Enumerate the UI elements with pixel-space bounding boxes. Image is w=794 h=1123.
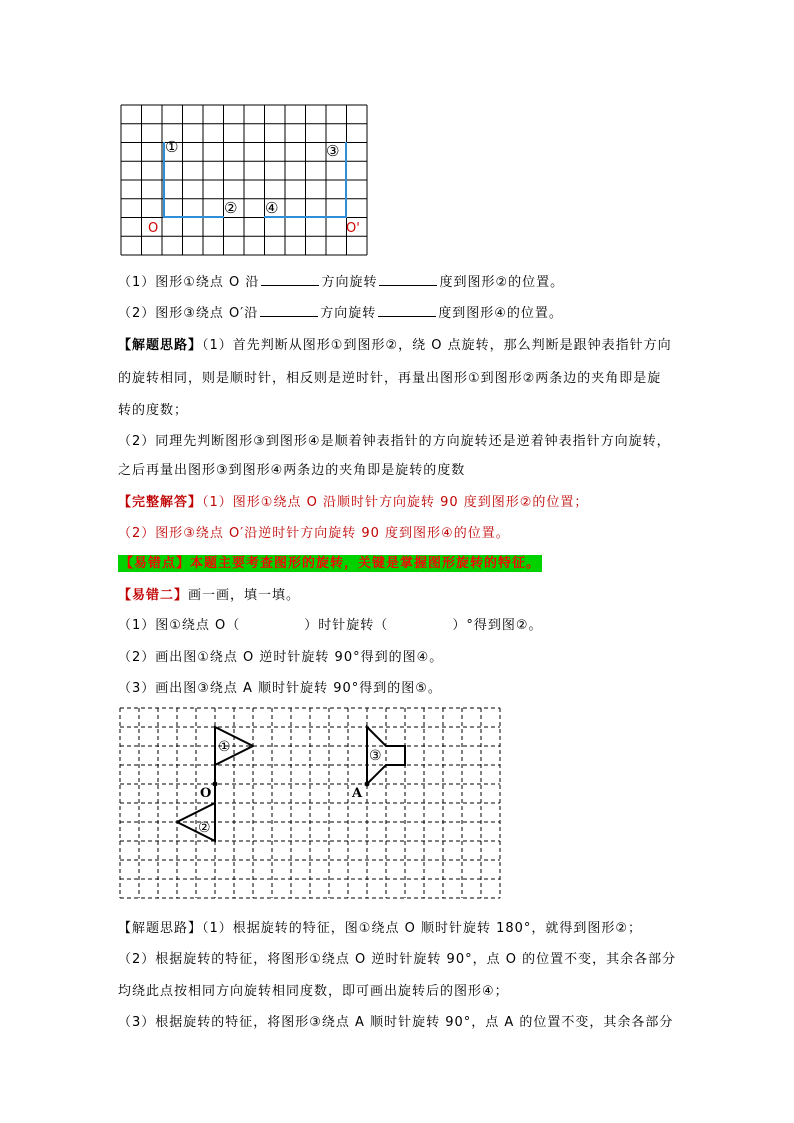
analysis-1-line-2: 的旋转相同，则是顺时针，相反则是逆时针，再量出图形①到图形②两条边的夹角即是旋	[118, 371, 662, 386]
point-a-label: A	[352, 786, 363, 801]
shape-2-label: ②	[198, 820, 211, 836]
analysis-2-line-4: （3）根据旋转的特征，将图形③绕点 A 顺时针旋转 90°，点 A 的位置不变，其余各部分	[118, 1015, 674, 1030]
answer-blank-direction[interactable]	[261, 273, 319, 286]
point-a-dot	[365, 782, 370, 787]
answer-blank-degree-2[interactable]	[378, 304, 436, 317]
problem-2-q2: （2）画出图①绕点 O 逆时针旋转 90°得到的图④。	[118, 650, 444, 665]
analysis-1-line-4: （2）同理先判断图形③到图形④是顺着钟表指针的方向旋转还是逆着钟表指针方向旋转，	[118, 434, 671, 449]
analysis-1-line-1: 【解题思路】（1）首先判断从图形①到图形②，绕 O 点旋转，那么判断是跟钟表指针方向	[118, 338, 672, 353]
point-o-label: O	[148, 221, 159, 236]
problem-2-q3: （3）画出图③绕点 A 顺时针旋转 90°得到的图⑤。	[118, 681, 442, 696]
shape-2-label: ②	[224, 199, 238, 217]
analysis-2-line-1: 【解题思路】（1）根据旋转的特征，图①绕点 O 顺时针旋转 180°，就得到图形②；	[118, 921, 643, 936]
rotation-grid-figure-1	[120, 104, 368, 256]
shape-3-label: ③	[369, 748, 382, 764]
answer-1-line-1: 【完整解答】（1）图形①绕点 O 沿顺时针方向旋转 90 度到图形②的位置；	[118, 495, 589, 510]
analysis-1-line-5: 之后再量出图形③到图形④两条边的夹角即是旋转的度数	[118, 463, 466, 478]
shape-1-label: ①	[218, 739, 231, 755]
problem-2-q1: （1）图①绕点 O（ ）时针旋转（ ）°得到图②。	[118, 618, 543, 633]
question-1-2: （2）图形③绕点 O′沿 方向旋转 度到图形④的位置。	[118, 306, 563, 321]
point-o-label: O	[200, 786, 212, 801]
question-1-1: （1）图形①绕点 O 沿 方向旋转 度到图形②的位置。	[118, 275, 565, 290]
answer-blank-direction-2[interactable]	[260, 304, 318, 317]
analysis-2-line-3: 均绕此点按相同方向旋转相同度数，即可画出旋转后的图形④；	[118, 984, 509, 999]
answer-1-line-2: （2）图形③绕点 O′沿逆时针方向旋转 90 度到图形④的位置。	[118, 526, 510, 541]
point-o-dot	[213, 782, 218, 787]
shape-3-label: ③	[326, 142, 340, 160]
problem-2-title: 【易错二】画一画，填一填。	[118, 588, 301, 603]
answer-blank-degree[interactable]	[379, 273, 437, 286]
rotation-grid-figure-2	[120, 708, 500, 898]
tip-line: 【易错点】本题主要考查图形的旋转，关键是掌握图形旋转的特征。	[120, 556, 541, 571]
shape-1-label: ①	[165, 138, 179, 156]
point-o-prime-label: O'	[346, 221, 360, 236]
shape-4-label: ④	[265, 199, 279, 217]
analysis-2-line-2: （2）根据旋转的特征，将图形①绕点 O 逆时针旋转 90°，点 O 的位置不变，其余各部分	[118, 952, 677, 967]
analysis-1-line-3: 转的度数；	[118, 403, 189, 418]
